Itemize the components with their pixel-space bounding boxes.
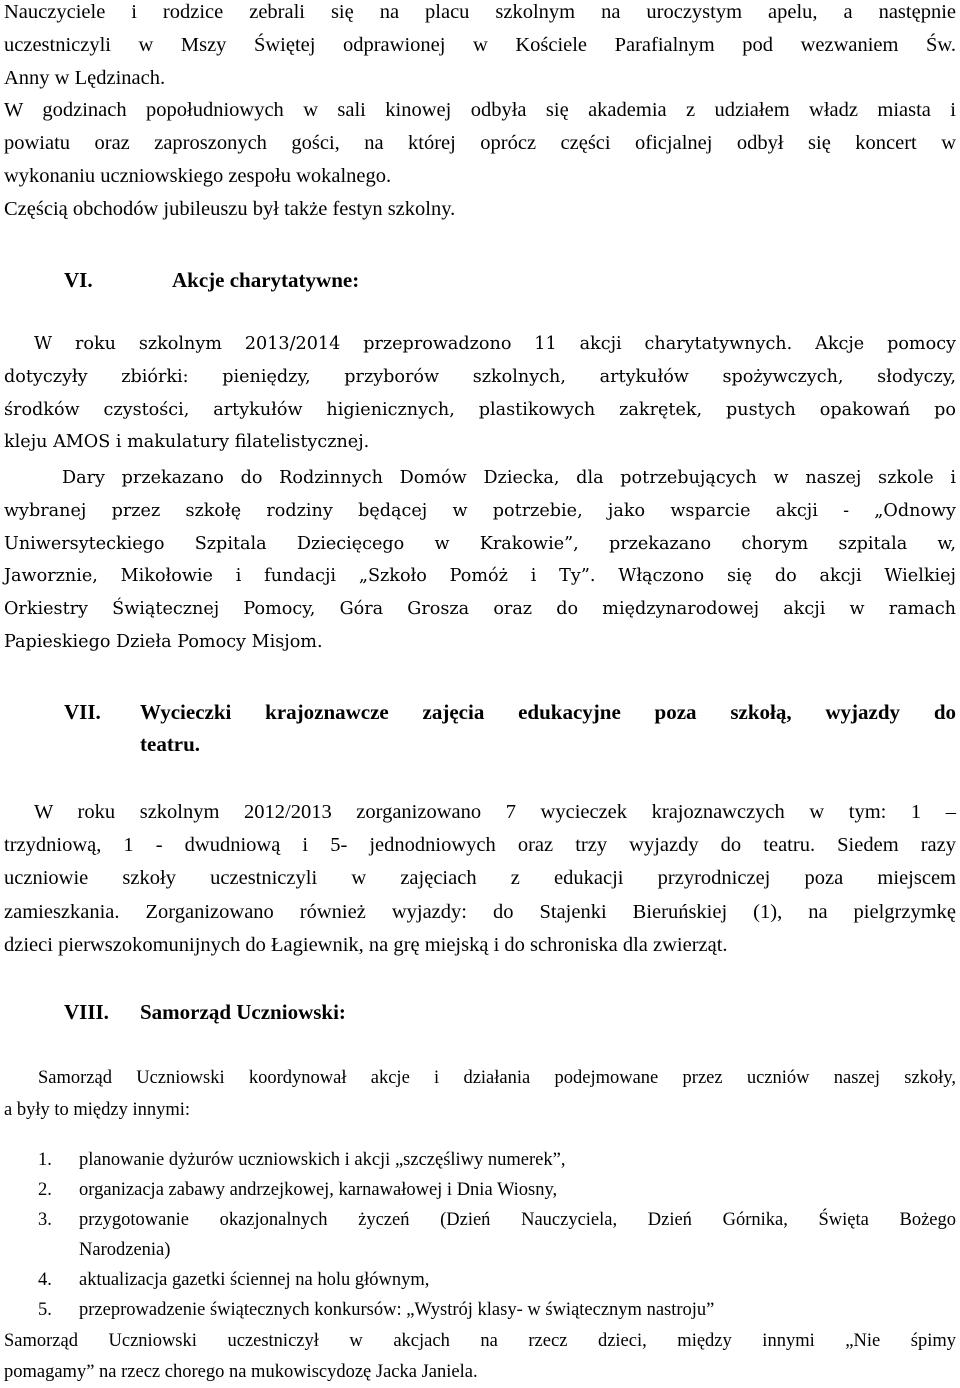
list-item-text: aktualizacja gazetki ściennej na holu głównym, xyxy=(79,1270,430,1290)
text-line: środków czystości, artykułów higienicznych, plastikowych zakrętek, pustych opakowań po xyxy=(4,399,956,420)
list-item-text: przygotowanie okazjonalnych życzeń (Dzień Nauczyciela, Dzień Górnika, Święta Bożego xyxy=(79,1210,956,1230)
list-item-number: 1. xyxy=(38,1150,52,1170)
text-line: Częścią obchodów jubileuszu był także festyn szkolny. xyxy=(4,197,456,220)
list-item-number: 5. xyxy=(38,1300,52,1320)
activities-list xyxy=(38,1145,956,1325)
list-item-text-continued: Narodzenia) xyxy=(79,1240,171,1260)
text-line: Samorząd Uczniowski koordynował akcje i działania podejmowane przez uczniów naszej szkoły, xyxy=(38,1068,956,1088)
list-item xyxy=(38,1175,956,1205)
list-item-text: planowanie dyżurów uczniowskich i akcji „szczęśliwy numerek”, xyxy=(79,1150,566,1170)
text-line: Samorząd Uczniowski uczestniczył w akcjach na rzecz dzieci, między innymi „Nie śpimy xyxy=(4,1331,956,1351)
text-line: wykonaniu uczniowskiego zespołu wokalnego. xyxy=(4,164,392,187)
text-line: W roku szkolnym 2012/2013 zorganizowano 7 wycieczek krajoznawczych w tym: 1 – xyxy=(34,801,956,823)
list-item-number: 2. xyxy=(38,1180,52,1200)
list-item-number: 3. xyxy=(38,1210,52,1230)
text-line: powiatu oraz zaproszonych gości, na której oprócz części oficjalnej odbył się koncert w xyxy=(4,132,956,155)
section-title: Samorząd Uczniowski: xyxy=(140,1000,346,1024)
text-line: zamieszkania. Zorganizowano również wyjazdy: do Stajenki Bieruńskiej (1), na pielgrzymkę xyxy=(4,900,956,923)
text-line: uczniowie szkoły uczestniczyli w zajęciach z edukacji przyrodniczej poza miejscem xyxy=(4,867,956,890)
section-title: Akcje charytatywne: xyxy=(172,268,360,292)
text-line: Papieskiego Dzieła Pomocy Misjom. xyxy=(4,631,323,652)
list-item xyxy=(38,1265,956,1295)
list-item xyxy=(38,1145,956,1175)
section-7-paragraph xyxy=(4,796,956,962)
text-line: pomagamy” na rzecz chorego na mukowiscydozę Jacka Janiela. xyxy=(4,1362,478,1382)
list-item xyxy=(38,1295,956,1325)
section-6-paragraph-2 xyxy=(4,462,956,659)
text-line: Orkiestry Świątecznej Pomocy, Góra Grosza oraz do międzynarodowej akcji w ramach xyxy=(4,599,956,620)
section-6-paragraph-1 xyxy=(4,328,956,459)
intro-paragraph xyxy=(4,0,956,226)
text-line: Dary przekazano do Rodzinnych Domów Dziecka, dla potrzebujących w naszej szkole i xyxy=(62,468,956,488)
text-line: Nauczyciele i rodzice zebrali się na placu szkolnym na uroczystym apelu, a następnie xyxy=(4,1,956,23)
section-8-intro xyxy=(4,1062,956,1126)
list-item-text: przeprowadzenie świątecznych konkursów: „Wystrój klasy- w świątecznym nastroju” xyxy=(79,1300,715,1320)
text-line: wybranej przez szkołę rodziny będącej w potrzebie, jako wsparcie akcji - „Odnowy xyxy=(4,500,956,521)
section-title-continued: teatru. xyxy=(140,732,201,756)
text-line: W godzinach popołudniowych w sali kinowej odbyła się akademia z udziałem władz miasta i xyxy=(4,99,956,122)
section-title: Wycieczki krajoznawcze zajęcia edukacyjne poza szkołą, wyjazdy do xyxy=(140,700,956,724)
section-number: VI. xyxy=(64,268,93,292)
text-line: Anny w Lędzinach. xyxy=(4,66,166,89)
section-7-heading xyxy=(64,696,956,766)
text-line: dzieci pierwszokomunijnych do Łagiewnik, na grę miejską i do schroniska dla zwierząt. xyxy=(4,933,728,956)
text-line: uczestniczyli w Mszy Świętej odprawionej w Kościele Parafialnym pod wezwaniem Św. xyxy=(4,33,956,56)
text-line: Jaworznie, Mikołowie i fundacji „Szkoło Pomóż i Ty”. Włączono się do akcji Wielkiej xyxy=(4,566,956,587)
text-line: Uniwersyteckiego Szpitala Dziecięcego w Krakowie”, przekazano chorym szpitala w, xyxy=(4,533,956,554)
text-line: a były to między innymi: xyxy=(4,1100,191,1120)
list-item xyxy=(38,1205,956,1265)
section-number: VIII. xyxy=(64,1000,109,1024)
text-line: dotyczyły zbiórki: pieniędzy, przyborów szkolnych, artykułów spożywczych, słodyczy, xyxy=(4,366,956,387)
list-item-text: organizacja zabawy andrzejkowej, karnawałowej i Dnia Wiosny, xyxy=(79,1180,558,1200)
text-line: kleju AMOS i makulatury filatelistycznej. xyxy=(4,432,370,453)
section-number: VII. xyxy=(64,700,101,724)
text-line: W roku szkolnym 2013/2014 przeprowadzono 11 akcji charytatywnych. Akcje pomocy xyxy=(34,334,956,354)
text-line: trzydniową, 1 - dwudniową i 5- jednodniowych oraz trzy wyjazdy do teatru. Siedem razy xyxy=(4,834,956,857)
list-item-number: 4. xyxy=(38,1270,52,1290)
section-8-outro xyxy=(4,1326,956,1388)
